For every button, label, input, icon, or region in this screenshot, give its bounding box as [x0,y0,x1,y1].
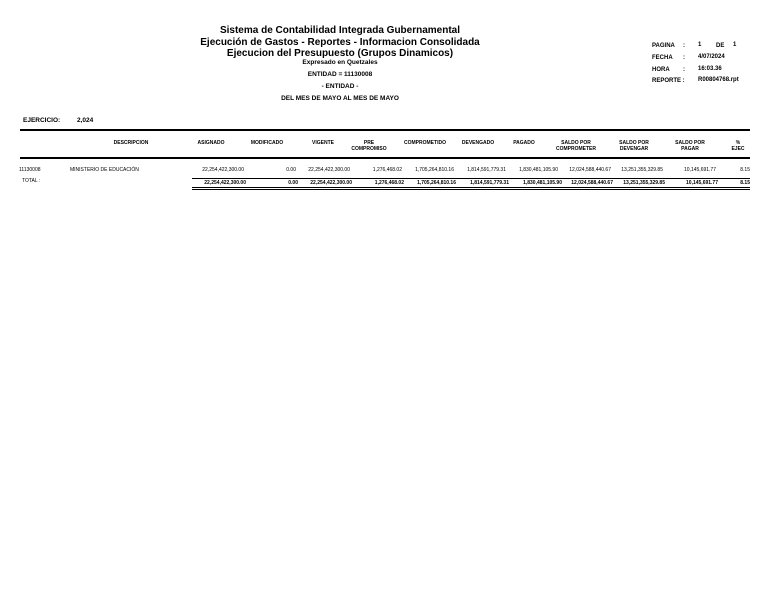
ejercicio-label: EJERCICIO: [23,117,61,124]
row-codigo: 11130008 [19,167,41,173]
col-header-saldo-pagar-line1: SALDO POR [675,140,705,146]
reporte-label: REPORTE : [652,78,685,84]
total-comprometido: 1,705,264,810.16 [417,180,456,186]
row-asignado: 22,254,422,300.00 [202,167,244,173]
col-header-saldo-devengar [610,140,658,152]
total-bottom-rule [192,187,750,188]
pagina-value: 1 [698,42,702,48]
row-precompromiso: 1,276,468.02 [372,167,402,173]
hora-value: 16:03.36 [698,66,722,72]
pagina-label: PAGINA [652,43,675,49]
col-header-devengado: DEVENGADO [461,140,495,146]
col-header-saldo-devengar-line1: SALDO POR [619,140,649,146]
col-header-saldo-pagar-line2: PAGAR [681,146,699,152]
total-label: TOTAL : [22,178,41,184]
entity-subtitle: - ENTIDAD - [321,83,359,90]
row-saldo-devengar: 13,251,355,329.85 [621,167,663,173]
table-top-rule [20,129,750,131]
total-saldo-devengar: 13,251,355,329.85 [623,180,665,186]
total-devengado: 1,814,591,779.31 [470,180,509,186]
de-label: DE [716,43,725,49]
col-header-ejec [726,140,750,152]
total-vigente: 22,254,422,300.00 [310,180,352,186]
row-saldo-pagar: 10,145,691.77 [684,167,716,173]
col-header-saldo-comprometer-line1: SALDO POR [561,140,591,146]
col-header-precompromiso-line2: COMPROMISO [351,146,387,152]
total-precompromiso: 1,276,468.02 [374,180,404,186]
total-saldo-comprometer: 12,024,588,440.67 [571,180,613,186]
total-double-rule [192,189,750,190]
col-header-asignado: ASIGNADO [197,140,225,146]
ejercicio-value: 2,024 [77,117,94,124]
colon-separator: : [683,55,685,61]
table-header-rule [20,157,750,159]
col-header-ejec-line1: % [735,140,741,146]
row-modificado: 0.00 [286,167,296,173]
row-comprometido: 1,705,264,810.16 [415,167,454,173]
report-period: DEL MES DE MAYO AL MES DE MAYO [281,95,399,102]
col-header-precompromiso-line1: PRE [363,140,375,146]
report-title: Ejecución de Gastos - Reportes - Informacion Consolidada [200,37,480,48]
col-header-descripcion: DESCRIPCION [113,140,149,146]
col-header-ejec-line2: EJEC [731,146,745,152]
col-header-vigente: VIGENTE [312,140,334,146]
total-modificado: 0.00 [288,180,298,186]
entity-line: ENTIDAD = 11130008 [307,71,373,78]
total-ejec: 8.15 [740,180,750,186]
report-subtitle: Ejecucion del Presupuesto (Grupos Dinamicos) [226,48,454,59]
row-vigente: 22,254,422,300.00 [308,167,350,173]
total-saldo-pagar: 10,145,691.77 [686,180,718,186]
colon-separator: : [683,67,685,73]
fecha-label: FECHA [652,55,673,61]
col-header-pagado: PAGADO [513,140,535,146]
col-header-modificado: MODIFICADO [250,140,284,146]
col-header-saldo-devengar-line2: DEVENGAR [619,146,649,152]
total-pagado: 1,830,481,105.90 [523,180,562,186]
hora-label: HORA [652,67,670,73]
reporte-value: R00804768.rpt [698,77,739,83]
row-pagado: 1,830,481,105.90 [519,167,558,173]
total-top-rule [192,178,750,179]
row-descripcion: MINISTERIO DE EDUCACIÓN [70,167,139,173]
row-ejec: 8.15 [740,167,750,173]
row-devengado: 1,814,591,779.31 [467,167,506,173]
currency-note: Expresado en Quetzales [302,59,378,66]
col-header-precompromiso [346,140,392,152]
colon-separator: : [683,43,685,49]
col-header-saldo-comprometer [548,140,604,152]
col-header-comprometido: COMPROMETIDO [404,140,446,146]
col-header-saldo-pagar [667,140,713,152]
fecha-value: 4/07/2024 [698,54,725,60]
de-value: 1 [733,42,737,48]
total-asignado: 22,254,422,300.00 [204,180,246,186]
col-header-saldo-comprometer-line2: COMPROMETER [556,146,596,152]
report-system-title: Sistema de Contabilidad Integrada Gubernamental [219,25,461,36]
row-saldo-comprometer: 12,024,588,440.67 [569,167,611,173]
